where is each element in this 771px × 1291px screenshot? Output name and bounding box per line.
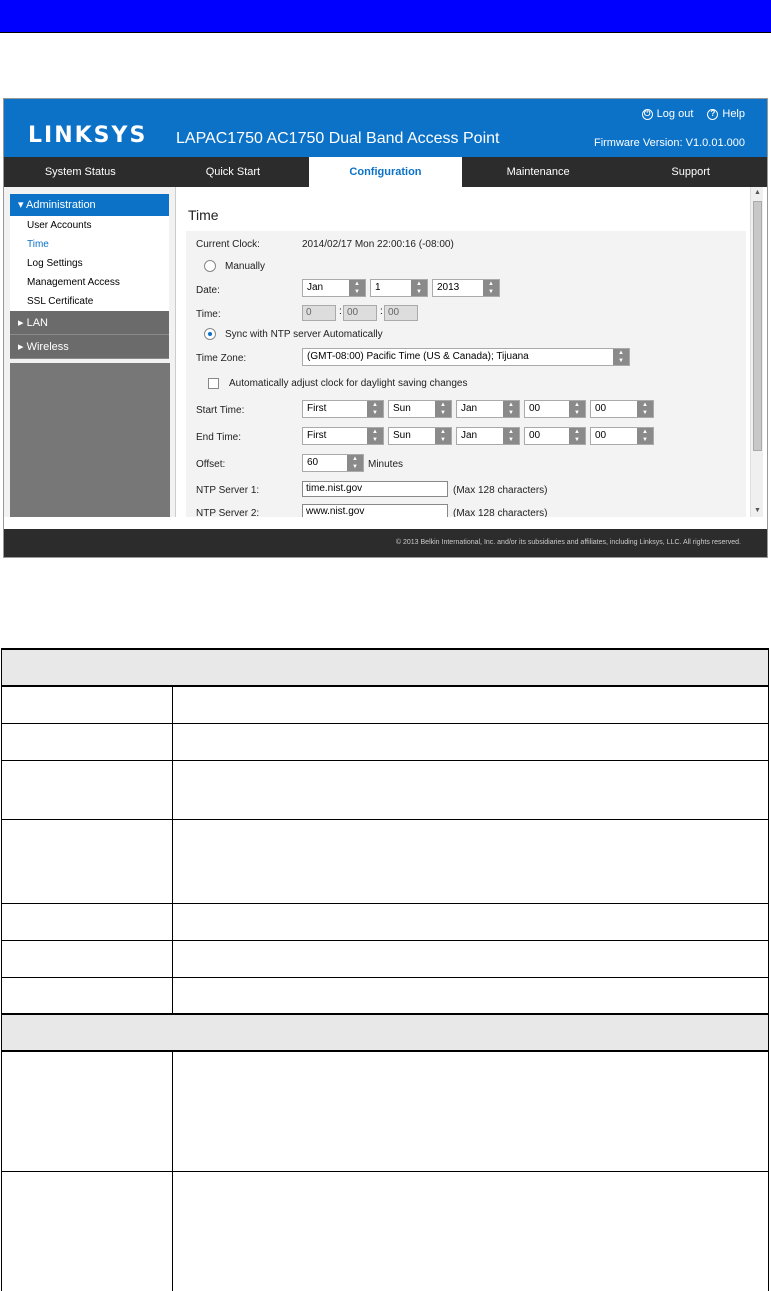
logout-link[interactable] bbox=[642, 108, 694, 120]
help-icon: ? bbox=[707, 109, 718, 120]
header-links bbox=[642, 108, 745, 120]
minute-input[interactable]: 00 bbox=[343, 305, 377, 321]
table-cell bbox=[2, 903, 173, 940]
time-separator: : bbox=[380, 306, 383, 317]
product-title: LAPAC1750 AC1750 Dual Band Access Point bbox=[176, 130, 500, 147]
dst-checkbox[interactable] bbox=[208, 378, 219, 389]
spinner-icon: ▲ ▼ bbox=[569, 428, 585, 444]
help-label: Help bbox=[722, 108, 745, 120]
second-input[interactable]: 00 bbox=[384, 305, 418, 321]
ntp2-hint: (Max 128 characters) bbox=[453, 508, 548, 517]
day-select[interactable] bbox=[370, 279, 428, 297]
ntp-label: Sync with NTP server Automatically bbox=[225, 328, 383, 340]
spinner-icon: ▲ ▼ bbox=[503, 401, 519, 417]
table-cell bbox=[173, 819, 769, 903]
table-cell bbox=[2, 819, 173, 903]
app-header bbox=[4, 99, 767, 157]
year-select[interactable] bbox=[432, 279, 500, 297]
spinner-icon: ▲ ▼ bbox=[637, 428, 653, 444]
start-month-select[interactable] bbox=[456, 400, 520, 418]
ntp2-label: NTP Server 2: bbox=[196, 508, 260, 517]
sidebar-filler bbox=[10, 363, 170, 517]
ntp1-hint: (Max 128 characters) bbox=[453, 485, 548, 496]
table-row bbox=[2, 1171, 769, 1291]
spinner-icon: ▲ ▼ bbox=[349, 280, 365, 296]
screenshot-frame bbox=[3, 98, 768, 558]
offset-unit: Minutes bbox=[368, 459, 404, 470]
year-value: 2013 bbox=[437, 282, 460, 293]
start-time-label: Start Time: bbox=[196, 405, 245, 416]
ntp1-input[interactable]: time.nist.gov bbox=[302, 481, 448, 497]
manual-option bbox=[204, 260, 265, 272]
spinner-icon: ▲ ▼ bbox=[637, 401, 653, 417]
time-separator: : bbox=[339, 306, 342, 317]
table-row bbox=[2, 1051, 769, 1171]
offset-label: Offset: bbox=[196, 459, 226, 470]
sidebar-item-label: Wireless bbox=[26, 341, 69, 353]
table-row bbox=[2, 686, 769, 723]
table-cell bbox=[2, 1014, 769, 1051]
timezone-value: (GMT-08:00) Pacific Time (US & Canada); Tijuana bbox=[307, 351, 529, 362]
offset-value: 60 bbox=[307, 457, 319, 468]
footer: © 2013 Belkin International, Inc. and/or its subsidiaries and affiliates, including Linksys, LLC. All rights reserved. bbox=[4, 529, 767, 557]
sidebar-item-time[interactable]: Time bbox=[10, 235, 169, 254]
help-link[interactable] bbox=[707, 108, 745, 120]
document-header-bar bbox=[0, 0, 771, 33]
sidebar-item-administration[interactable] bbox=[10, 194, 169, 216]
sidebar-item-label: LAN bbox=[26, 317, 48, 329]
page-title: Time bbox=[188, 207, 219, 223]
manual-label: Manually bbox=[225, 260, 266, 272]
end-minute-select[interactable] bbox=[590, 427, 654, 445]
start-minute-select[interactable] bbox=[590, 400, 654, 418]
end-week-value: First bbox=[307, 430, 327, 441]
day-value: 1 bbox=[375, 282, 381, 293]
dst-label: Automatically adjust clock for daylight saving changes bbox=[229, 378, 468, 389]
month-select[interactable] bbox=[302, 279, 366, 297]
spinner-icon: ▲ ▼ bbox=[613, 349, 629, 365]
end-time-label: End Time: bbox=[196, 432, 242, 443]
logout-icon: ⏻ bbox=[642, 109, 653, 120]
table-cell bbox=[173, 686, 769, 723]
table-cell bbox=[173, 723, 769, 760]
table-cell bbox=[173, 760, 769, 819]
table-cell bbox=[2, 760, 173, 819]
table-row bbox=[2, 940, 769, 977]
table-section-row bbox=[2, 1014, 769, 1051]
start-hour-value: 00 bbox=[529, 403, 541, 414]
time-panel bbox=[186, 231, 746, 517]
chevron-right-icon: ▸ bbox=[18, 341, 24, 353]
table-cell bbox=[2, 723, 173, 760]
scrollbar[interactable] bbox=[750, 187, 763, 517]
timezone-label: Time Zone: bbox=[196, 353, 247, 364]
current-clock-value: 2014/02/17 Mon 22:00:16 (-08:00) bbox=[302, 239, 454, 250]
start-day-select[interactable] bbox=[388, 400, 452, 418]
table-section-row bbox=[2, 649, 769, 686]
month-value: Jan bbox=[307, 282, 324, 293]
sidebar-item-ssl-certificate[interactable]: SSL Certificate bbox=[10, 292, 169, 311]
logout-label: Log out bbox=[656, 108, 694, 120]
tab-maintenance[interactable]: Maintenance bbox=[506, 166, 570, 178]
spinner-icon: ▲ ▼ bbox=[435, 401, 451, 417]
scroll-up-icon[interactable]: ▲ bbox=[754, 189, 761, 196]
main-content bbox=[176, 187, 750, 517]
end-week-select[interactable] bbox=[302, 427, 384, 445]
table-cell bbox=[173, 977, 769, 1014]
documentation-table bbox=[1, 648, 769, 1291]
start-month-value: Jan bbox=[461, 403, 478, 414]
table-cell bbox=[2, 1171, 173, 1291]
dst-option bbox=[208, 378, 467, 389]
main-nav bbox=[4, 157, 767, 187]
start-week-select[interactable] bbox=[302, 400, 384, 418]
ntp2-input[interactable]: www.nist.gov bbox=[302, 504, 448, 517]
spinner-icon: ▲ ▼ bbox=[503, 428, 519, 444]
tab-quick-start[interactable]: Quick Start bbox=[205, 166, 261, 178]
end-month-select[interactable] bbox=[456, 427, 520, 445]
tab-system-status[interactable]: System Status bbox=[44, 166, 116, 178]
end-hour-value: 00 bbox=[529, 430, 541, 441]
end-month-value: Jan bbox=[461, 430, 478, 441]
scroll-down-icon[interactable]: ▼ bbox=[754, 507, 761, 514]
start-week-value: First bbox=[307, 403, 327, 414]
spinner-icon: ▲ ▼ bbox=[367, 401, 383, 417]
end-hour-select[interactable] bbox=[524, 427, 586, 445]
spinner-icon: ▲ ▼ bbox=[483, 280, 499, 296]
table-row bbox=[2, 903, 769, 940]
spinner-icon: ▲ ▼ bbox=[569, 401, 585, 417]
table-cell bbox=[2, 649, 769, 686]
table-cell bbox=[173, 1171, 769, 1291]
tab-configuration[interactable]: Configuration bbox=[309, 157, 462, 187]
chevron-right-icon: ▸ bbox=[18, 317, 24, 329]
end-day-select[interactable] bbox=[388, 427, 452, 445]
table-cell bbox=[173, 940, 769, 977]
table-cell bbox=[2, 686, 173, 723]
scrollbar-thumb[interactable] bbox=[753, 201, 762, 451]
sidebar-item-user-accounts[interactable]: User Accounts bbox=[10, 216, 169, 235]
spinner-icon: ▲ ▼ bbox=[347, 455, 363, 471]
firmware-version: Firmware Version: V1.0.01.000 bbox=[593, 137, 745, 149]
spinner-icon: ▲ ▼ bbox=[435, 428, 451, 444]
timezone-select[interactable] bbox=[302, 348, 630, 366]
ntp-radio[interactable] bbox=[204, 328, 216, 340]
hour-input[interactable]: 0 bbox=[302, 305, 336, 321]
ntp-option bbox=[204, 328, 383, 340]
spinner-icon: ▲ ▼ bbox=[411, 280, 427, 296]
table-cell bbox=[2, 977, 173, 1014]
start-hour-select[interactable] bbox=[524, 400, 586, 418]
sidebar-item-log-settings[interactable]: Log Settings bbox=[10, 254, 169, 273]
sidebar bbox=[4, 187, 176, 517]
end-day-value: Sun bbox=[393, 430, 411, 441]
table-row bbox=[2, 977, 769, 1014]
ntp1-label: NTP Server 1: bbox=[196, 485, 260, 496]
start-day-value: Sun bbox=[393, 403, 411, 414]
linksys-logo: LINKSYS bbox=[28, 123, 148, 148]
sidebar-item-management-access[interactable]: Management Access bbox=[10, 273, 169, 292]
current-clock-label: Current Clock: bbox=[196, 239, 260, 250]
time-label: Time: bbox=[196, 309, 221, 320]
manual-radio[interactable] bbox=[204, 260, 216, 272]
sidebar-item-label: Administration bbox=[25, 199, 96, 211]
table-row bbox=[2, 723, 769, 760]
table-row bbox=[2, 760, 769, 819]
table-row bbox=[2, 819, 769, 903]
end-minute-value: 00 bbox=[595, 430, 607, 441]
spinner-icon: ▲ ▼ bbox=[367, 428, 383, 444]
table-cell bbox=[2, 940, 173, 977]
table-cell bbox=[2, 1051, 173, 1171]
table-cell bbox=[173, 903, 769, 940]
sidebar-item-lan[interactable] bbox=[10, 311, 169, 335]
tab-support[interactable]: Support bbox=[671, 166, 710, 178]
table-cell bbox=[173, 1051, 769, 1171]
start-minute-value: 00 bbox=[595, 403, 607, 414]
offset-select[interactable] bbox=[302, 454, 364, 472]
sidebar-item-wireless[interactable] bbox=[10, 335, 169, 359]
date-label: Date: bbox=[196, 285, 220, 296]
chevron-down-icon: ▾ bbox=[18, 199, 24, 211]
